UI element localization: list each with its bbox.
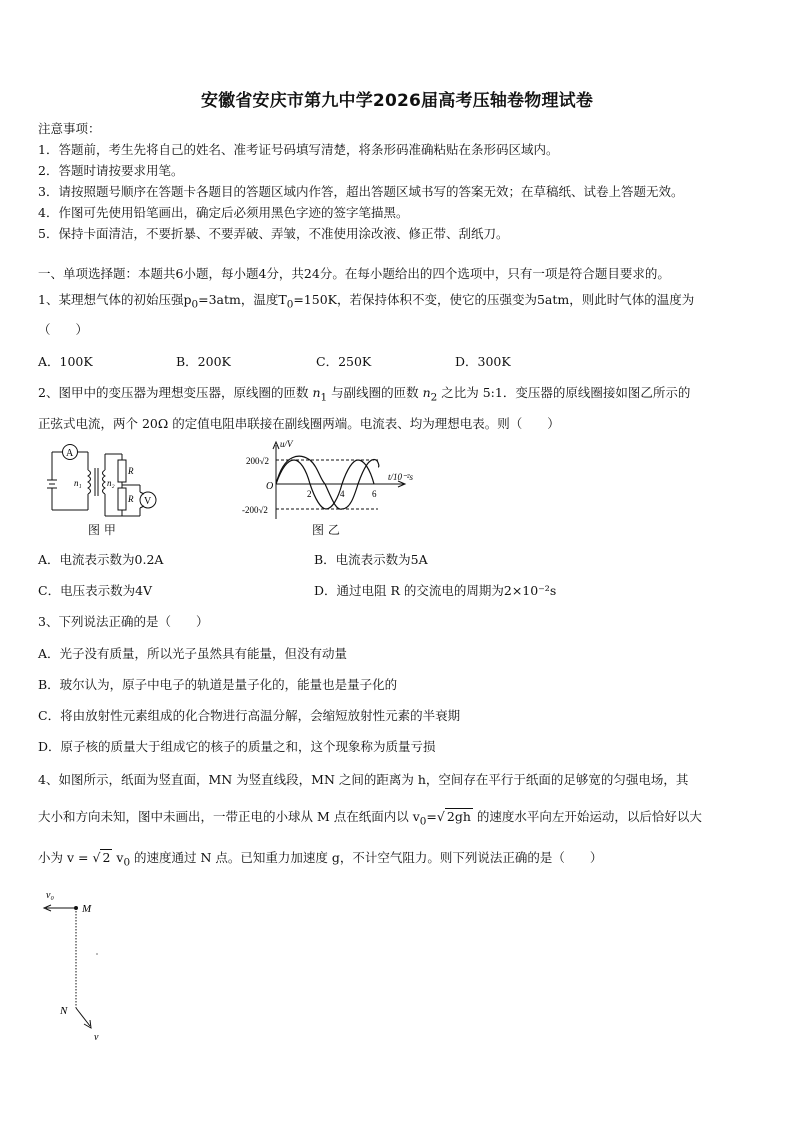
- x-tick-label: 2: [307, 489, 312, 499]
- sine-wave-figure: [238, 437, 438, 523]
- q3-option-b: B．玻尔认为，原子中电子的轨道是量子化的，能量也是量子化的: [38, 677, 398, 692]
- section-heading: 一、单项选择题：本题共6小题，每小题4分，共24分。在每小题给出的四个选项中，只有一项是符合题目要求的。: [38, 266, 670, 281]
- q1-option-c: C．250K: [316, 354, 372, 369]
- question-1-paren: （ ）: [38, 322, 89, 337]
- v0-label: v₀: [46, 890, 54, 901]
- q3-option-a: A．光子没有质量，所以光子虽然具有能量，但没有动量: [38, 646, 348, 661]
- notice-item: 5．保持卡面清洁，不要折暴、不要弄破、弄皱，不准使用涂改液、修正带、刮纸刀。: [38, 226, 509, 241]
- notice-heading: 注意事项：: [38, 121, 101, 136]
- point-m-label: M: [82, 903, 92, 915]
- question-4-stem: 4、如图所示，纸面为竖直面，MN 为竖直线段，MN 之间的距离为 h，空间存在平行于纸面的足够宽的匀强电场，其: [38, 772, 689, 787]
- figure-a-caption: 图 甲: [88, 523, 116, 537]
- q1-option-d: D．300K: [455, 354, 511, 369]
- q2-option-a: A．电流表示数为0.2A: [38, 552, 164, 567]
- question-1-stem: 1、某理想气体的初始压强$p_0=3atm$，温度$T_0=150K$，若保持体积不变，使它的压强变为5atm，则此时气体的温度为: [38, 292, 695, 311]
- voltmeter-label: V: [144, 496, 152, 507]
- question-2-stem-cont: 正弦式电流，两个 20Ω 的定值电阻串联接在副线圈两端。电流表、均为理想电表。则（ ）: [38, 416, 560, 431]
- notice-item: 4．作图可先使用铅笔画出，确定后必须用黑色字迹的签字笔描黑。: [38, 205, 409, 220]
- y-min-label: -200√2: [242, 505, 268, 515]
- figure-b-caption: 图 乙: [312, 523, 340, 537]
- notice-item: 2．答题时请按要求用笔。: [38, 163, 184, 178]
- ammeter-label: A: [66, 448, 74, 459]
- point-n-label: N: [60, 1005, 68, 1017]
- notice-item: 3．请按照题号顺序在答题卡各题目的答题区域内作答，超出答题区域书写的答案无效；在草稿纸、试卷上答题无效。: [38, 184, 684, 199]
- question-2-stem: 2、图甲中的变压器为理想变压器，原线圈的匝数 $n_1$ 与副线圈的匝数 $n_2$ 之比为 5:1．变压器的原线圈接如图乙所示的: [38, 385, 691, 404]
- x-axis-label: t/10⁻²s: [388, 472, 413, 482]
- question-4-stem-cont: 大小和方向未知，图中未画出，一带正电的小球从 M 点在纸面内以 $v_0=√$ 2gh 的速度水平向左开始运动，以后恰好以大: [38, 809, 702, 828]
- question-4-stem-cont: 小为 v = √ 2 $v_0$ 的速度通过 N 点。已知重力加速度 g，不计空气阻力。则下列说法正确的是（ ）: [38, 850, 603, 869]
- q2-option-c: C．电压表示数为4V: [38, 583, 153, 598]
- n2-label: n₂: [107, 478, 115, 488]
- notice-item: 1．答题前，考生先将自己的姓名、准考证号码填写清楚，将条形码准确粘贴在条形码区域内。: [38, 142, 559, 157]
- question-3-stem: 3、下列说法正确的是（ ）: [38, 614, 209, 629]
- y-max-label: 200√2: [246, 456, 269, 466]
- page-title: 安徽省安庆市第九中学2026届高考压轴卷物理试卷: [200, 91, 594, 111]
- x-tick-label: 6: [372, 489, 377, 499]
- q3-option-d: D．原子核的质量大于组成它的核子的质量之和，这个现象称为质量亏损: [38, 739, 436, 754]
- q2-option-d: D．通过电阻 R 的交流电的周期为2×10⁻²s: [314, 583, 557, 598]
- resistor-label: R: [128, 494, 134, 504]
- q2-option-b: B．电流表示数为5A: [314, 552, 428, 567]
- q1-option-a: A．100K: [38, 354, 93, 369]
- y-axis-label: u/V: [280, 439, 293, 449]
- resistor-label: R: [128, 466, 134, 476]
- x-tick-label: 4: [340, 489, 345, 499]
- q3-option-c: C．将由放射性元素组成的化合物进行高温分解，会缩短放射性元素的半衰期: [38, 708, 461, 723]
- q1-option-b: B．200K: [176, 354, 231, 369]
- origin-label: O: [266, 481, 274, 492]
- n1-label: n₁: [74, 478, 82, 488]
- mn-motion-figure: [38, 884, 118, 1044]
- v-label: v: [94, 1032, 99, 1043]
